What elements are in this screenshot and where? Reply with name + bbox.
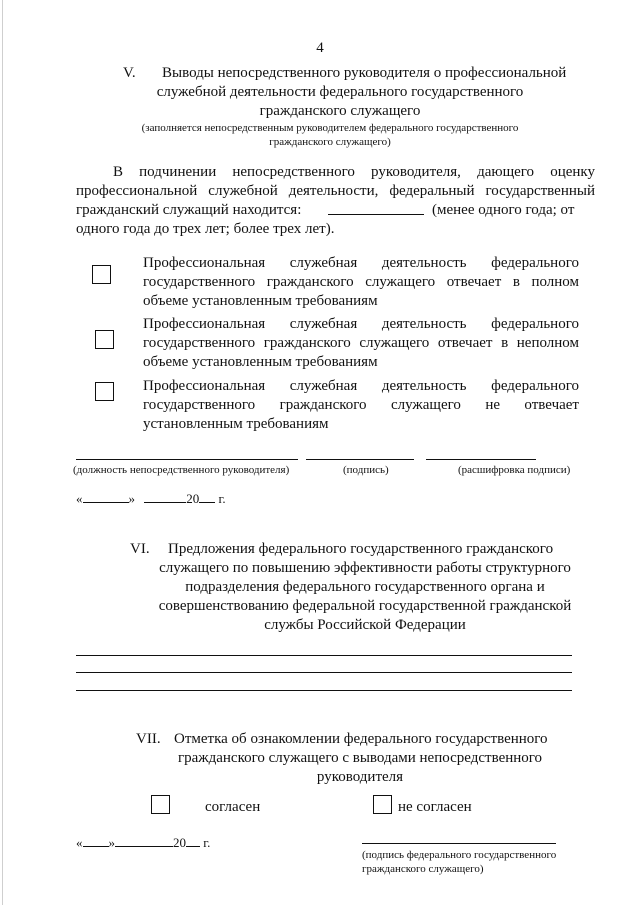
section6-line3: подразделения федерального государственного органа и — [185, 579, 545, 595]
sig-signature-caption: (подпись) — [343, 464, 389, 476]
sig-decode-caption: (расшифровка подписи) — [458, 464, 571, 476]
date-year-prefix: 20 — [173, 835, 186, 850]
option1-line2: государственного гражданского служащего отвечает в полном — [143, 274, 579, 290]
date-close-quote: » — [108, 835, 115, 850]
section6-line5: службы Российской Федерации — [264, 617, 466, 633]
option2-line2: государственного гражданского служащего отвечает в неполном — [143, 335, 579, 351]
section5-para-line1: В подчинении непосредственного руководителя, дающего оценку — [113, 164, 595, 180]
agree-checkbox[interactable] — [151, 795, 170, 814]
section6-roman: VI. — [130, 541, 150, 557]
employee-sig-caption-line1: (подпись федерального государственного — [362, 849, 557, 861]
agree-label: согласен — [205, 799, 261, 815]
page-number: 4 — [316, 40, 324, 56]
date-day-blank[interactable] — [83, 834, 109, 847]
section5-title-line1: Выводы непосредственного руководителя о профессиональной — [162, 65, 567, 81]
option-non-compliance-checkbox[interactable] — [95, 382, 114, 401]
option1-line3: объеме установленным требованиям — [143, 293, 378, 309]
date-day-blank[interactable] — [83, 490, 129, 503]
disagree-checkbox[interactable] — [373, 795, 392, 814]
employee-signature-line[interactable] — [362, 843, 556, 844]
option-full-compliance-checkbox[interactable] — [92, 265, 111, 284]
option2-line3: объеме установленным требованиям — [143, 354, 378, 370]
section7-line3: руководителя — [316, 769, 404, 785]
section5-note-line1: (заполняется непосредственным руководителем федерального государственного — [141, 122, 519, 134]
section5-para-line3a: гражданский служащий находится: — [76, 202, 302, 218]
section7-line1: Отметка об ознакомлении федерального государственного — [174, 731, 548, 747]
section6-line4: совершенствованию федеральной государственной гражданской — [158, 598, 572, 614]
proposal-line-3[interactable] — [76, 690, 572, 691]
date-close-quote: » — [128, 491, 135, 506]
option3-line1: Профессиональная служебная деятельность федерального — [143, 378, 579, 394]
date-month-blank[interactable] — [144, 490, 186, 503]
date-field-section7 — [76, 833, 210, 852]
option1-line1: Профессиональная служебная деятельность федерального — [143, 255, 579, 271]
option3-line2: государственного гражданского служащего не отвечает — [143, 397, 579, 413]
section6-line1: Предложения федерального государственного гражданского — [168, 541, 554, 557]
disagree-label: не согласен — [398, 799, 472, 815]
section5-title-line2: служебной деятельности федерального государственного — [156, 84, 524, 100]
date-year-suffix: г. — [218, 491, 226, 506]
section5-para-line2: профессиональной служебной деятельности, федеральный государственный — [76, 183, 595, 199]
proposal-line-2[interactable] — [76, 672, 572, 673]
option-partial-compliance-checkbox[interactable] — [95, 330, 114, 349]
section5-para-line4: одного года до трех лет; более трех лет). — [76, 221, 335, 237]
proposal-line-1[interactable] — [76, 655, 572, 656]
date-year-blank[interactable] — [186, 834, 200, 847]
option2-line1: Профессиональная служебная деятельность федерального — [143, 316, 579, 332]
section5-roman: V. — [123, 65, 136, 81]
page-edge — [2, 0, 3, 905]
employee-sig-caption-line2: гражданского служащего) — [362, 863, 484, 875]
date-open-quote: « — [76, 491, 83, 506]
sig-position-caption: (должность непосредственного руководителя) — [73, 464, 290, 476]
section7-roman: VII. — [136, 731, 161, 747]
option3-line3: установленным требованиям — [143, 416, 329, 432]
section5-title-line3: гражданского служащего — [259, 103, 421, 119]
section6-line2: служащего по повышению эффективности работы структурного — [159, 560, 571, 576]
date-year-blank[interactable] — [199, 490, 215, 503]
date-open-quote: « — [76, 835, 83, 850]
section5-para-line3b: (менее одного года; от — [432, 202, 575, 218]
date-month-blank[interactable] — [115, 834, 173, 847]
decode-signature-line[interactable] — [426, 459, 536, 460]
section5-note-line2: гражданского служащего) — [269, 136, 391, 148]
date-field-section5 — [76, 489, 226, 508]
position-signature-line[interactable] — [76, 459, 298, 460]
tenure-blank-line[interactable] — [328, 214, 424, 215]
date-year-suffix: г. — [203, 835, 211, 850]
section7-line2: гражданского служащего с выводами непосредственного — [177, 750, 543, 766]
date-year-prefix: 20 — [186, 491, 200, 506]
signature-line[interactable] — [306, 459, 414, 460]
